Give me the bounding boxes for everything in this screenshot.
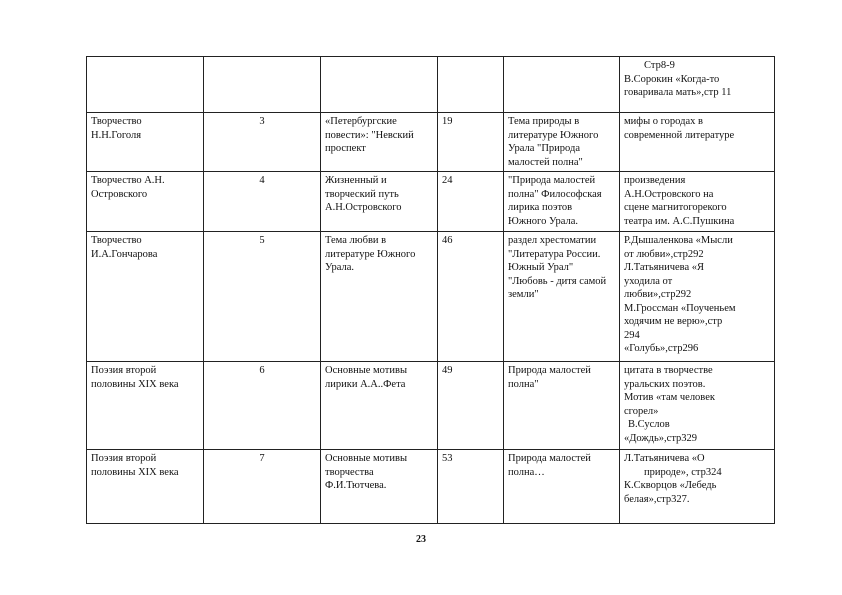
work-cell bbox=[321, 172, 438, 232]
topic-line: Творчество bbox=[91, 116, 142, 127]
notes-line: белая»,стр327. bbox=[624, 493, 690, 505]
table-row bbox=[87, 362, 775, 450]
topic-cell bbox=[87, 450, 204, 524]
notes-line: В.Сорокин «Когда-то bbox=[624, 73, 720, 85]
regional-topic-cell bbox=[504, 57, 620, 113]
lesson-number-cell: 7 bbox=[204, 450, 321, 524]
regional-topic-cell bbox=[504, 232, 620, 362]
lesson-number-cell: 3 bbox=[204, 113, 321, 172]
notes-line: мифы о городах в bbox=[624, 116, 703, 127]
table-row bbox=[87, 232, 775, 362]
work-line: Тема любви в bbox=[325, 235, 387, 246]
notes-line: К.Скворцов «Лебедь bbox=[624, 480, 717, 491]
table-row bbox=[87, 450, 775, 524]
work-cell bbox=[321, 450, 438, 524]
notes-line: Стр8-9 bbox=[644, 60, 675, 71]
notes-cell bbox=[620, 362, 775, 450]
notes-cell bbox=[620, 57, 775, 113]
regional-topic-line: лирика поэтов bbox=[508, 202, 573, 213]
topic-line: Поэзия второй bbox=[91, 453, 157, 464]
regional-topic-line: малостей полна" bbox=[508, 156, 583, 168]
notes-cell bbox=[620, 232, 775, 362]
literature-plan-table bbox=[86, 56, 775, 524]
regional-topic-line: полна" bbox=[508, 378, 539, 390]
table-row bbox=[87, 113, 775, 172]
notes-line: театра им. А.С.Пушкина bbox=[624, 215, 735, 227]
work-line: литературе Южного bbox=[325, 248, 416, 260]
notes-line: от любви»,стр292 bbox=[624, 248, 704, 260]
regional-topic-line: полна" Философская bbox=[508, 188, 602, 200]
work-line: творческий путь bbox=[325, 188, 399, 200]
work-line: Основные мотивы bbox=[325, 365, 408, 376]
pages-cell: 19 bbox=[438, 113, 504, 172]
regional-topic-line: Южный Урал" bbox=[508, 262, 574, 273]
topic-line: половины XIX века bbox=[91, 466, 179, 478]
notes-line: произведения bbox=[624, 175, 686, 186]
regional-topic-line: "Литература России. bbox=[508, 248, 601, 260]
notes-line: цитата в творчестве bbox=[624, 365, 713, 376]
notes-cell bbox=[620, 172, 775, 232]
lesson-number-cell: 6 bbox=[204, 362, 321, 450]
topic-cell bbox=[87, 362, 204, 450]
notes-line: М.Гроссман «Поученьем bbox=[624, 302, 736, 314]
work-cell bbox=[321, 232, 438, 362]
notes-line: «Голубь»,стр296 bbox=[624, 343, 699, 354]
notes-cell bbox=[620, 113, 775, 172]
work-line: Основные мотивы bbox=[325, 453, 408, 464]
topic-line: Творчество bbox=[91, 235, 142, 246]
work-line: Жизненный и bbox=[325, 175, 387, 186]
work-line: лирики А.А..Фета bbox=[325, 378, 406, 390]
regional-topic-cell bbox=[504, 113, 620, 172]
topic-line: Н.Н.Гоголя bbox=[91, 129, 142, 141]
topic-line: Поэзия второй bbox=[91, 365, 157, 376]
notes-line: «Дождь»,стр329 bbox=[624, 432, 698, 444]
topic-line: Островского bbox=[91, 188, 148, 200]
regional-topic-line: земли" bbox=[508, 289, 539, 300]
table-row bbox=[87, 172, 775, 232]
work-line: повести»: "Невский bbox=[325, 129, 414, 141]
pages-cell: 53 bbox=[438, 450, 504, 524]
notes-line: В.Суслов bbox=[628, 419, 670, 430]
notes-line: 294 bbox=[624, 329, 640, 341]
topic-line: Творчество А.Н. bbox=[91, 175, 165, 186]
work-line: А.Н.Островского bbox=[325, 202, 402, 213]
regional-topic-line: Тема природы в bbox=[508, 116, 580, 127]
notes-line: уходила от bbox=[624, 275, 673, 287]
notes-line: Л.Татьяничева «Я bbox=[624, 262, 705, 273]
lesson-number-cell bbox=[204, 57, 321, 113]
notes-line: современной литературе bbox=[624, 129, 735, 141]
regional-topic-line: "Природа малостей bbox=[508, 175, 596, 186]
regional-topic-cell bbox=[504, 172, 620, 232]
regional-topic-line: Природа малостей bbox=[508, 453, 591, 464]
lesson-number-cell: 5 bbox=[204, 232, 321, 362]
regional-topic-line: Южного Урала. bbox=[508, 215, 579, 227]
page-number: 23 bbox=[416, 534, 426, 545]
notes-line: природе», стр324 bbox=[644, 466, 722, 478]
work-line: проспект bbox=[325, 143, 366, 154]
work-line: творчества bbox=[325, 466, 374, 478]
regional-topic-cell bbox=[504, 450, 620, 524]
topic-cell bbox=[87, 57, 204, 113]
notes-line: говаривала мать»,стр 11 bbox=[624, 87, 732, 98]
notes-line: уральских поэтов. bbox=[624, 378, 706, 390]
work-line: «Петербургские bbox=[325, 116, 397, 127]
pages-cell: 24 bbox=[438, 172, 504, 232]
work-cell bbox=[321, 362, 438, 450]
notes-line: сцене магнитогорекого bbox=[624, 202, 727, 213]
lesson-number-cell: 4 bbox=[204, 172, 321, 232]
regional-topic-cell bbox=[504, 362, 620, 450]
work-line: Урала. bbox=[325, 262, 355, 273]
topic-line: И.А.Гончарова bbox=[91, 248, 158, 260]
work-cell bbox=[321, 57, 438, 113]
pages-cell bbox=[438, 57, 504, 113]
regional-topic-line: "Любовь - дитя самой bbox=[508, 275, 607, 287]
regional-topic-line: литературе Южного bbox=[508, 129, 599, 141]
notes-line: ходячим не верю»,стр bbox=[624, 316, 723, 327]
regional-topic-line: Природа малостей bbox=[508, 365, 591, 376]
regional-topic-line: Урала "Природа bbox=[508, 143, 580, 154]
notes-line: Л.Татьяничева «О bbox=[624, 453, 705, 464]
topic-cell bbox=[87, 113, 204, 172]
pages-cell: 46 bbox=[438, 232, 504, 362]
regional-topic-line: полна… bbox=[508, 466, 545, 478]
work-line: Ф.И.Тютчева. bbox=[325, 480, 387, 491]
topic-cell bbox=[87, 172, 204, 232]
notes-line: А.Н.Островского на bbox=[624, 188, 714, 200]
table-row bbox=[87, 57, 775, 113]
notes-line: Мотив «там человек bbox=[624, 392, 715, 403]
topic-cell bbox=[87, 232, 204, 362]
notes-line: Р.Дышаленкова «Мысли bbox=[624, 235, 733, 246]
notes-cell bbox=[620, 450, 775, 524]
regional-topic-line: раздел хрестоматии bbox=[508, 235, 597, 246]
notes-line: любви»,стр292 bbox=[624, 289, 692, 300]
topic-line: половины XIX века bbox=[91, 378, 179, 390]
work-cell bbox=[321, 113, 438, 172]
notes-line: сгорел» bbox=[624, 405, 659, 417]
pages-cell: 49 bbox=[438, 362, 504, 450]
